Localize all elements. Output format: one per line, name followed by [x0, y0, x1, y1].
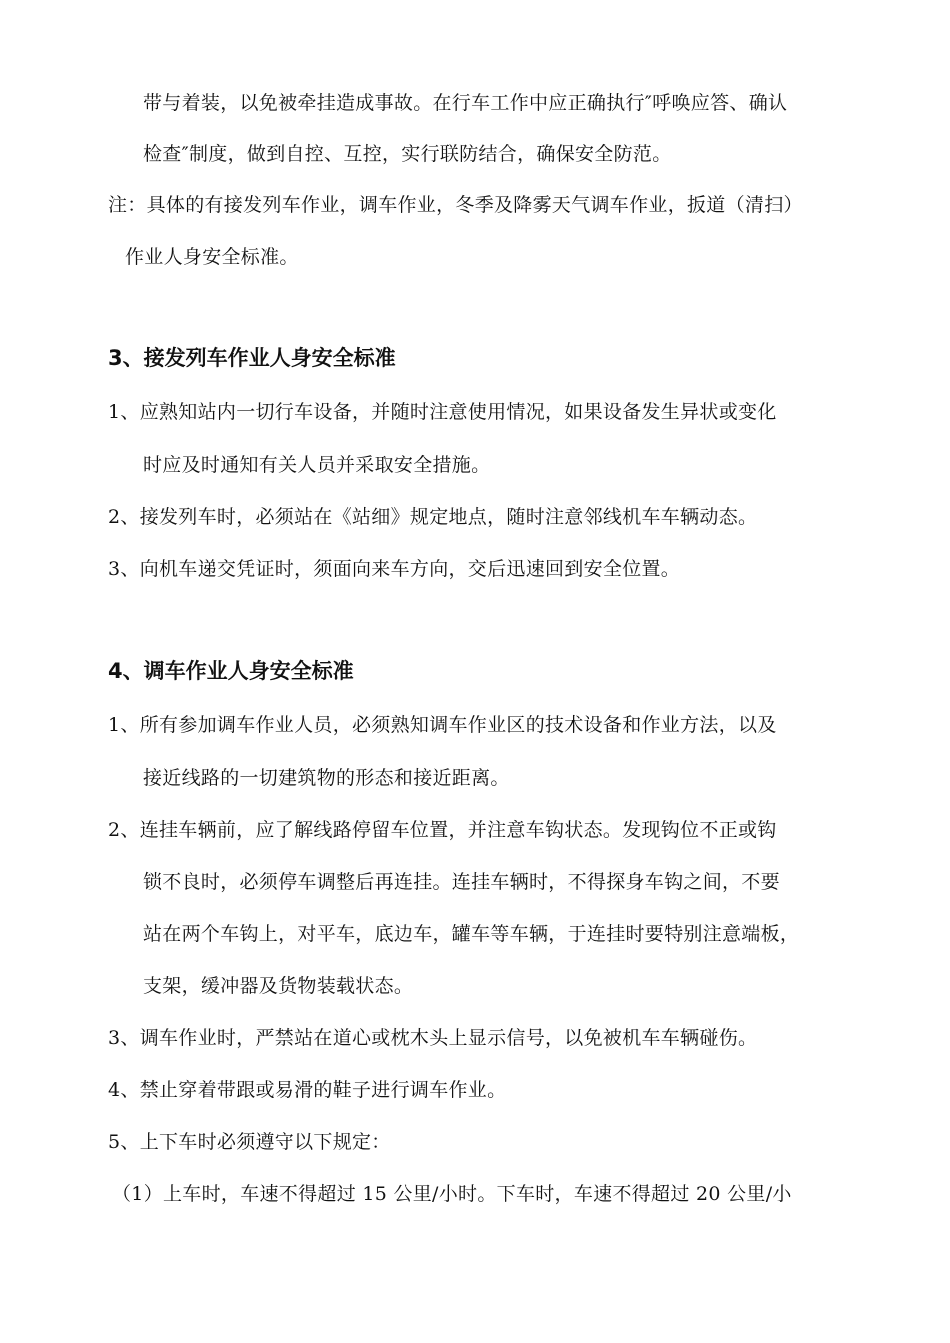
section-4-line-3: 2、连挂车辆前，应了解线路停留车位置，并注意车钩状态。发现钩位不正或钩 [108, 819, 777, 841]
section-4-line-2: 接近线路的一切建筑物的形态和接近距离。 [143, 767, 510, 789]
note-line-1: 注：具体的有接发列车作业，调车作业，冬季及降雾天气调车作业，扳道（清扫） [108, 194, 803, 216]
section-3-line-2: 时应及时通知有关人员并采取安全措施。 [143, 454, 491, 476]
section-4-heading: 4、调车作业人身安全标准 [108, 659, 354, 683]
section-4-line-10: （1）上车时，车速不得超过 15 公里/小时。下车时，车速不得超过 20 公里/小 [112, 1183, 792, 1205]
section-3-line-1: 1、应熟知站内一切行车设备，并随时注意使用情况，如果设备发生异状或变化 [108, 401, 777, 423]
section-4-line-7: 3、调车作业时，严禁站在道心或枕木头上显示信号，以免被机车车辆碰伤。 [108, 1027, 758, 1049]
section-4-line-5: 站在两个车钩上，对平车，底边车，罐车等车辆，于连挂时要特别注意端板， [143, 923, 800, 945]
section-4-line-1: 1、所有参加调车作业人员，必须熟知调车作业区的技术设备和作业方法，以及 [108, 714, 777, 736]
section-3-line-4: 3、向机车递交凭证时，须面向来车方向，交后迅速回到安全位置。 [108, 558, 681, 580]
section-3-heading: 3、接发列车作业人身安全标准 [108, 346, 396, 370]
intro-line-1: 带与着装，以免被牵挂造成事故。在行车工作中应正确执行″呼唤应答、确认 [143, 92, 788, 114]
section-4-line-4: 锁不良时，必须停车调整后再连挂。连挂车辆时，不得探身车钩之间，不要 [143, 871, 780, 893]
section-4-line-6: 支架，缓冲器及货物装载状态。 [143, 975, 414, 997]
section-4-line-9: 5、上下车时必须遵守以下规定： [108, 1131, 391, 1153]
section-3-line-3: 2、接发列车时，必须站在《站细》规定地点，随时注意邻线机车车辆动态。 [108, 506, 758, 528]
intro-line-2: 检查″制度，做到自控、互控，实行联防结合，确保安全防范。 [143, 143, 672, 165]
note-line-2: 作业人身安全标准。 [125, 246, 299, 268]
section-4-line-8: 4、禁止穿着带跟或易滑的鞋子进行调车作业。 [108, 1079, 507, 1101]
